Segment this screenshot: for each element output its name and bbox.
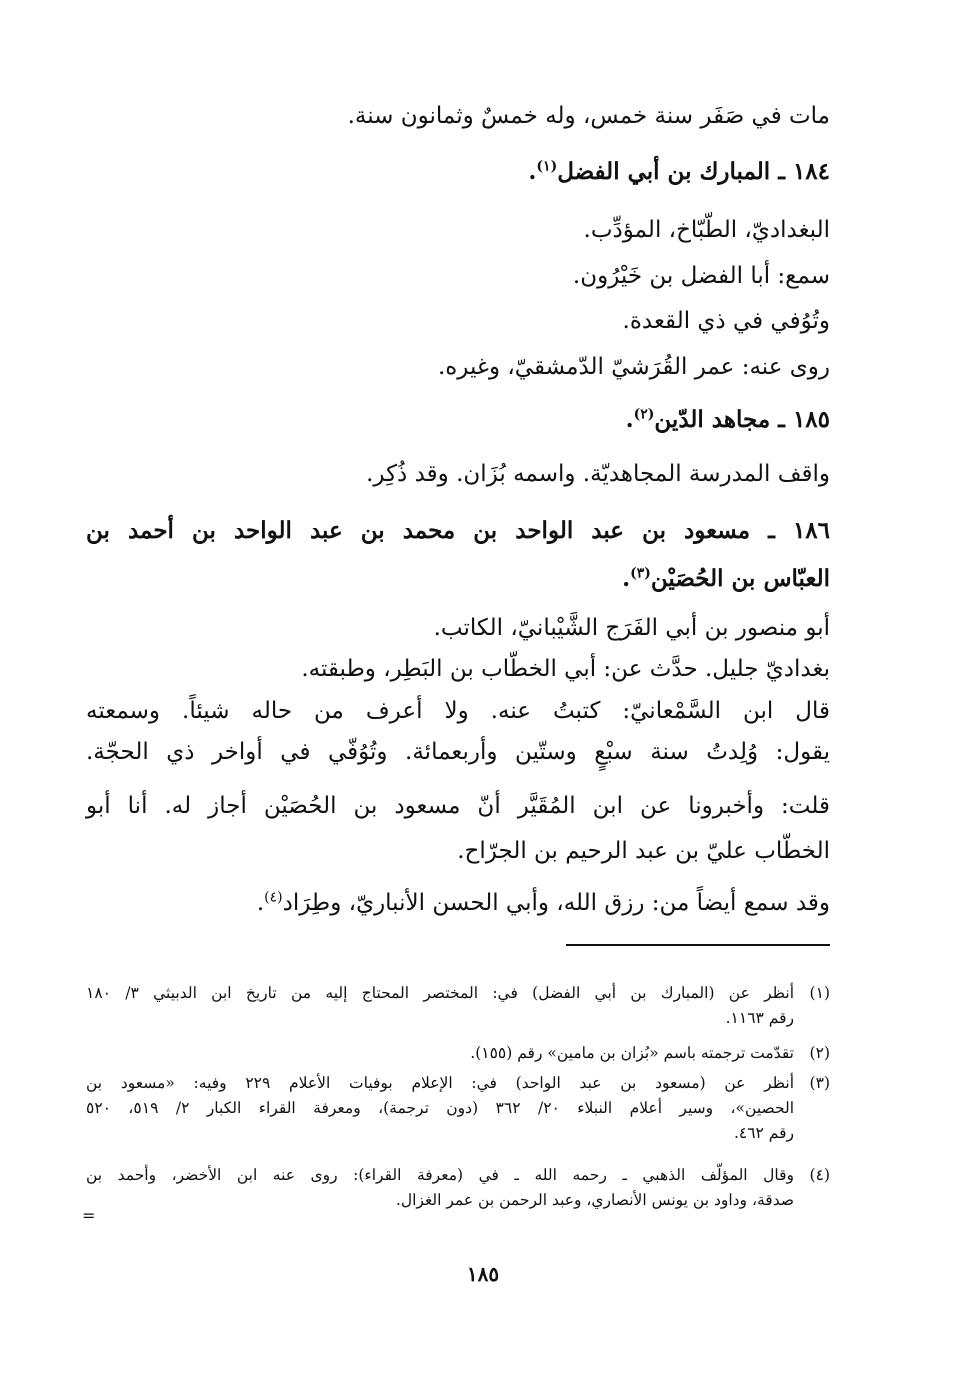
text-line: أبو منصور بن أبي الفَرَج الشَّيْبانيّ، الكاتب.	[433, 615, 830, 641]
text-line: وقد سمع أيضاً من: رزق الله، وأبي الحسن الأنباريّ، وطِرَاد$^{(٤)}$.	[256, 889, 830, 916]
text-line: مات في صَفَر سنة خمس، وله خمسٌ وثمانون سنة.	[347, 103, 830, 129]
text-line: الخطّاب عليّ بن عبد الرحيم بن الجرّاح.	[457, 838, 830, 864]
main-text	[86, 0, 830, 940]
footnote-number: (٤)	[809, 1166, 830, 1184]
footnote-text: تقدّمت ترجمته باسم «بُزان بن مامين» رقم (١٥٥).	[470, 1044, 794, 1062]
footnote-3	[86, 1071, 830, 1146]
footnote-number: (٣)	[809, 1074, 830, 1092]
text-line: وتُوُفي في ذي القعدة.	[622, 308, 830, 334]
text-line: البغداديّ، الطّبّاخ، المؤدِّب.	[583, 217, 830, 243]
text-line: قال ابن السَّمْعانيّ: كتبتُ عنه. ولا أعرف من حاله شيئاً. وسمعته	[86, 698, 830, 724]
text-line: بغداديّ جليل. حدَّث عن: أبي الخطّاب بن البَطِر، وطبقته.	[301, 656, 830, 682]
text-line: واقف المدرسة المجاهديّة. واسمه بُزَان. وقد ذُكِر.	[366, 461, 830, 487]
footnote-number: (١)	[809, 984, 830, 1002]
footnote-ref[interactable]: (٤)	[264, 889, 283, 906]
footnote-ref[interactable]: (١)	[536, 158, 558, 175]
entry-heading-185: ١٨٥ ـ مجاهد الدّين$^{(٢)}$.	[625, 406, 830, 433]
footnote-1	[86, 981, 830, 1031]
footnote-2	[110, 1041, 830, 1066]
entry-heading-184: ١٨٤ ـ المبارك بن أبي الفضل$^{(١)}$.	[528, 158, 830, 185]
text-line: سمع: أبا الفضل بن خَيْرُون.	[572, 263, 830, 289]
footnote-text: أنظر عن (المبارك بن أبي الفضل) في: المختصر المحتاج إليه من تاريخ ابن الدبيثي ٣/ ١٨٠ رقم ١١٦٣.	[86, 984, 794, 1027]
footnote-number: (٢)	[809, 1044, 830, 1062]
text-line: قلت: وأخبرونا عن ابن المُقَيَّر أنّ مسعود بن الحُصَيْن أجاز له. أنا أبو	[86, 793, 830, 819]
page-number: ١٨٥	[466, 1262, 500, 1286]
continuation-mark: =	[82, 1206, 96, 1225]
footnote-text: وقال المؤلّف الذهبي ـ رحمه الله ـ في (معرفة القراء): روى عنه ابن الأخضر، وأحمد بن صدقة، وداود بن يونس الأنصاري، وعبد الرحمن بن عمر الغزال.	[86, 1166, 794, 1209]
footnote-ref[interactable]: (٢)	[633, 406, 655, 423]
footnote-separator	[566, 944, 830, 946]
footnote-ref[interactable]: (٣)	[630, 565, 651, 582]
text-line: روى عنه: عمر القُرَشيّ الدّمشقيّ، وغيره.	[437, 354, 830, 380]
text-line: يقول: وُلِدتُ سنة سبْعٍ وستّين وأربعمائة. وتُوُفّي في أواخر ذي الحجّة.	[86, 739, 830, 765]
footnote-text: أنظر عن (مسعود بن عبد الواحد) في: الإعلام بوفيات الأعلام ٢٢٩ وفيه: «مسعود بن الحصين»، وسير أعلام النبلاء ٢٠/ ٣٦٢ (دون ترجمة)، ومعرفة القراء الكبار ٢/ ٥١٩، ٥٢٠ رقم ٤٦٢.	[86, 1074, 794, 1142]
entry-heading-186-cont: العبّاس بن الحُصَيْن$^{(٣)}$.	[622, 565, 830, 592]
footnote-4	[86, 1163, 830, 1213]
entry-heading-186: ١٨٦ ـ مسعود بن عبد الواحد بن محمد بن عبد الواحد بن أحمد بن	[86, 517, 830, 544]
